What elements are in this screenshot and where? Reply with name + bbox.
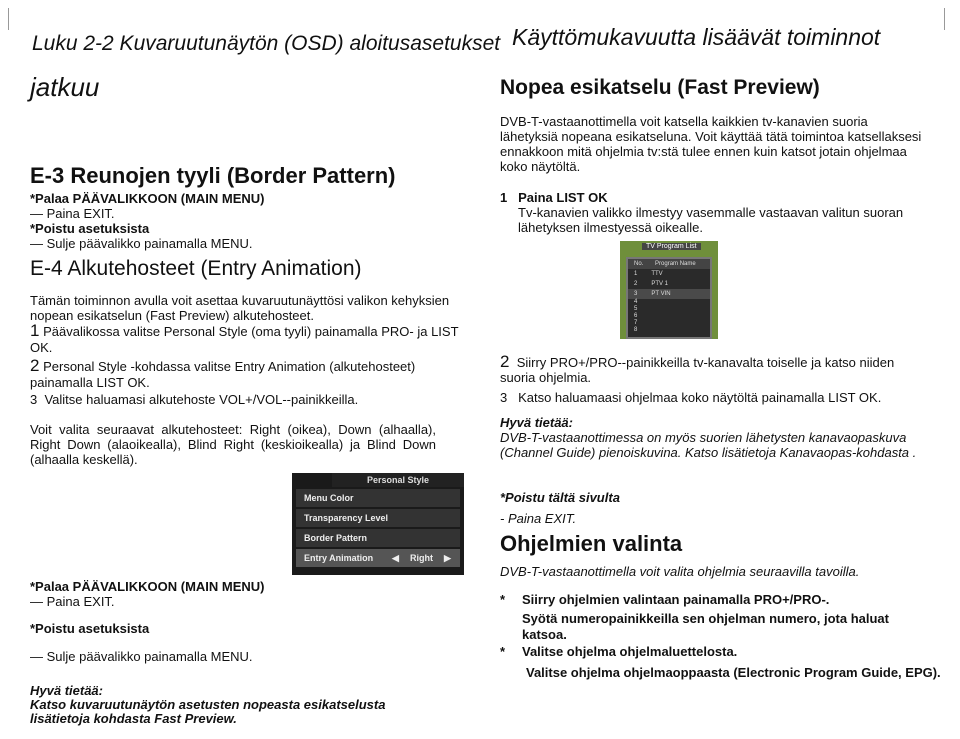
e3-back-action: — Paina EXIT. — [30, 206, 115, 221]
exit2-action: — Sulje päävalikko painamalla MENU. — [30, 649, 253, 664]
fp-title: Nopea esikatselu (Fast Preview) — [500, 76, 820, 99]
ps-intro: DVB-T-vastaanottimella voit valita ohjelmia seuraavilla tavoilla. — [500, 564, 860, 579]
fp1-text: Tv-kanavien valikko ilmestyy vasemmalle vastaavan valitun suoran lähetyksen ilmestyessä oikealle. — [518, 205, 904, 235]
tv-list-header — [628, 259, 710, 269]
e3-title: E-3 Reunojen tyyli (Border Pattern) — [30, 163, 396, 188]
exit2: *Poistu asetuksista — [30, 621, 150, 636]
e3-back: *Palaa PÄÄVALIKKOON (MAIN MENU) — [30, 191, 265, 206]
fp-step2 — [500, 354, 930, 385]
left-tip-title: Hyvä tietää: — [30, 683, 103, 698]
right-tip-title: Hyvä tietää: — [500, 415, 573, 430]
e4-intro: Tämän toiminnon avulla voit asettaa kuvaruutunäyttösi valikon kehyksien nopean esikatselun (Fast Preview) alkutehosteet. — [30, 293, 450, 323]
fp2-text: Siirry PRO+/PRO--painikkeilla tv-kanavalta toiselle ja katso niiden suoria ohjelmia. — [500, 355, 895, 385]
tv-row[interactable]: 5 — [634, 306, 638, 312]
tv-col-name: Program Name — [655, 261, 696, 267]
page-divider-right — [944, 8, 945, 30]
step1-number: 1 — [30, 321, 40, 340]
bullet-1-sub: Syötä numeropainikkeilla sen ohjelman numero, jota haluat katsoa. — [522, 611, 889, 642]
left-tip-text: Katso kuvaruutunäytön asetusten nopeasta esikatselusta lisätietoja kohdasta Fast Preview. — [30, 697, 386, 726]
fp3-text: Katso haluamaasi ohjelmaa koko näytöltä painamalla LIST OK. — [518, 390, 882, 405]
bullet-2-sub: Valitse ohjelma ohjelmaoppaasta (Electronic Program Guide, EPG). — [526, 665, 941, 680]
entry-animation-label: Entry Animation — [304, 553, 374, 563]
left-header-title: Luku 2-2 Kuvaruutunäytön (OSD) aloitusasetukset — [32, 32, 501, 55]
bullet-1-text: Siirry ohjelmien valintaan painamalla PRO+/PRO-. — [522, 592, 830, 607]
e4-title: E-4 Alkutehosteet (Entry Animation) — [30, 257, 362, 280]
continue-label: jatkuu — [30, 72, 100, 102]
page-divider-left — [8, 8, 9, 30]
tv-list-title: TV Program List — [642, 243, 701, 250]
bullet-mark: * — [500, 644, 506, 659]
personal-style-menu — [292, 473, 464, 575]
fp3-number: 3 — [500, 390, 508, 405]
step3-text: Valitse haluamasi alkutehoste VOL+/VOL--painikkeilla. — [44, 392, 359, 407]
tv-row[interactable]: 6 — [634, 313, 638, 319]
back2: *Palaa PÄÄVALIKKOON (MAIN MENU) — [30, 579, 265, 594]
right-arrow-icon[interactable]: ▶ — [444, 553, 451, 563]
options-text: Voit valita seuraavat alkutehosteet: Right (oikea), Down (alhaalla), Right Down (alaoikealla), Blind Right (keskioikealla) ja Blind Down (alhaalla keskellä). — [30, 422, 436, 467]
e4-step3 — [30, 392, 460, 408]
entry-animation-value: Right — [410, 553, 433, 563]
right-header-title: Käyttömukavuutta lisäävät toiminnot — [512, 24, 881, 50]
bullet-2 — [500, 644, 505, 659]
tv-row[interactable]: 8 — [634, 327, 638, 333]
tv-row[interactable]: 7 — [634, 320, 638, 326]
bullet-2-text: Valitse ohjelma ohjelmaluettelosta. — [522, 644, 738, 659]
step1-text: Päävalikossa valitse Personal Style (oma tyyli) painamalla PRO- ja LIST OK. — [30, 324, 459, 355]
right-tip-text: DVB-T-vastaanottimessa on myös suorien lähetysten kanavaopaskuva (Channel Guide) pienoiskuvina. Katso lisätietoja Kanavaopas-kohdasta . — [500, 430, 917, 460]
fp1-label: Paina LIST OK — [518, 190, 608, 205]
tv-row[interactable]: 4 — [634, 299, 638, 305]
step2-text: Personal Style -kohdassa valitse Entry Animation (alkutehosteet) painamalla LIST OK. — [30, 359, 416, 390]
right-exit-title: *Poistu tältä sivulta — [500, 490, 620, 505]
step2-number: 2 — [30, 356, 40, 375]
e4-step1 — [30, 323, 460, 356]
fp-intro: DVB-T-vastaanottimella voit katsella kaikkien tv-kanavien suoria lähetyksiä nopeana esikatseluna. Voit käyttää tätä toimintoa katsellaksesi ennakkoon mitä ohjelmia tv:stä tulee ennen kuin katsot jotain ohjelmaa koko näytöltä. — [500, 114, 922, 174]
menu-item-entry-animation[interactable] — [296, 549, 460, 567]
fp2-number: 2 — [500, 352, 510, 371]
fp-step1 — [500, 190, 920, 235]
bullet-1 — [500, 592, 505, 607]
e4-step2 — [30, 358, 460, 391]
bullet-mark: * — [500, 592, 506, 607]
menu-title: Personal Style — [332, 473, 464, 487]
tv-row[interactable]: 2 PTV 1 — [634, 281, 669, 287]
menu-item-transparency[interactable]: Transparency Level — [296, 509, 460, 527]
e3-exit-action: — Sulje päävalikko painamalla MENU. — [30, 236, 253, 251]
tv-program-list-screenshot — [620, 241, 718, 339]
fp1-number: 1 — [500, 190, 508, 205]
tv-row[interactable]: 3 PT VIN — [628, 289, 710, 299]
back2-action: — Paina EXIT. — [30, 594, 115, 609]
fp-step3 — [500, 390, 930, 405]
e3-exit: *Poistu asetuksista — [30, 221, 150, 236]
right-exit-action: - Paina EXIT. — [500, 511, 577, 526]
menu-item-border-pattern[interactable]: Border Pattern — [296, 529, 460, 547]
tv-row[interactable]: 1 TTV — [634, 271, 663, 277]
left-arrow-icon[interactable]: ◀ — [392, 553, 399, 563]
step3-number: 3 — [30, 392, 38, 407]
menu-item-menu-color[interactable]: Menu Color — [296, 489, 460, 507]
tv-col-no: No. — [634, 261, 644, 267]
tv-list-window — [626, 257, 712, 339]
ps-title: Ohjelmien valinta — [500, 531, 683, 556]
